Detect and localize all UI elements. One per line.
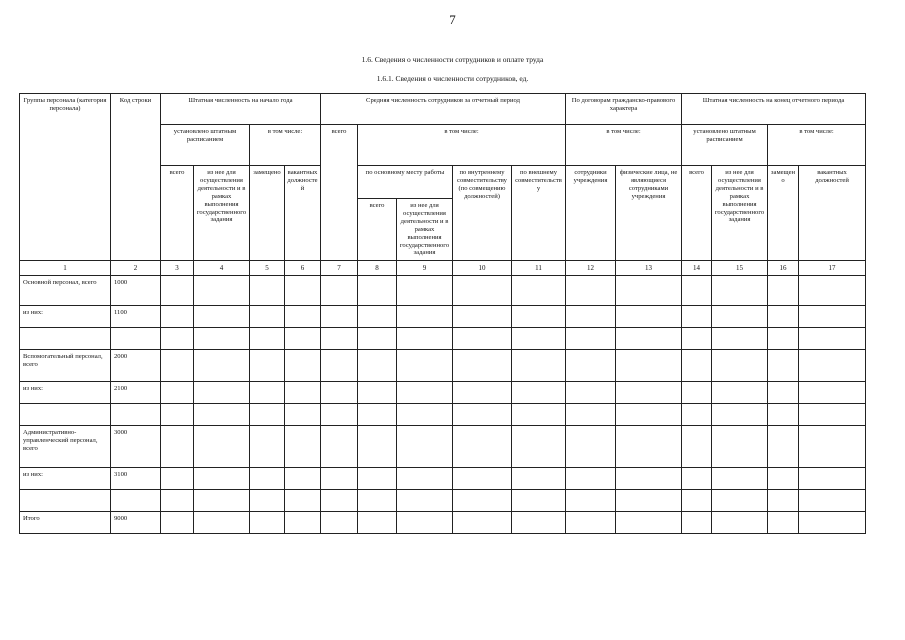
table-cell[interactable] [250,328,285,350]
table-cell[interactable] [453,512,512,534]
table-cell[interactable] [397,404,453,426]
table-cell[interactable] [358,350,397,382]
table-cell[interactable] [712,328,768,350]
table-cell[interactable] [194,512,250,534]
header-main-place: по основному месту работы [358,166,453,199]
table-cell[interactable] [285,276,321,306]
table-cell[interactable] [512,490,566,512]
row-label [20,490,111,512]
table-cell[interactable] [512,276,566,306]
header-start-state-task: из нее для осуществления деятельности и в рамках выполнения государственного задания [194,166,250,261]
table-cell[interactable] [682,276,712,306]
table-cell[interactable] [321,468,358,490]
table-cell[interactable] [712,404,768,426]
row-code [111,490,161,512]
table-cell[interactable] [712,350,768,382]
column-number: 5 [250,261,285,276]
table-cell[interactable] [616,404,682,426]
table-cell[interactable] [161,382,194,404]
header-end-filled: замещено [768,166,799,261]
header-established-end: установлено штатным расписанием [682,125,768,166]
column-number: 2 [111,261,161,276]
column-number: 10 [453,261,512,276]
table-row [20,382,866,404]
header-external: по внешнему совместительству [512,166,566,261]
header-civil-contracts: По договорам гражданско-правового характера [566,94,682,125]
table-cell[interactable] [161,468,194,490]
table-cell[interactable] [566,404,616,426]
column-number: 6 [285,261,321,276]
table-row [20,426,866,468]
table-cell[interactable] [768,490,799,512]
header-staff-end: Штатная численность на конец отчетного периода [682,94,866,125]
table-cell[interactable] [768,512,799,534]
table-cell[interactable] [397,328,453,350]
table-cell[interactable] [194,306,250,328]
table-cell[interactable] [285,382,321,404]
row-label: из них: [20,382,111,404]
table-cell[interactable] [682,350,712,382]
column-number: 13 [616,261,682,276]
table-cell[interactable] [682,512,712,534]
header-code: Код строки [111,94,161,261]
header-avg-including: в том числе: [358,125,566,166]
table-cell[interactable] [358,306,397,328]
table-cell[interactable] [250,382,285,404]
column-number: 8 [358,261,397,276]
header-established-start: установлено штатным расписанием [161,125,250,166]
table-cell[interactable] [712,490,768,512]
table-cell[interactable] [799,512,866,534]
table-row [20,490,866,512]
table-cell[interactable] [566,382,616,404]
table-cell[interactable] [285,350,321,382]
table-cell[interactable] [397,276,453,306]
table-cell[interactable] [566,468,616,490]
table-cell[interactable] [321,276,358,306]
header-civil-including: в том числе: [566,125,682,166]
row-code: 3100 [111,468,161,490]
table-cell[interactable] [768,426,799,468]
table-cell[interactable] [682,306,712,328]
table-cell[interactable] [194,382,250,404]
row-label [20,404,111,426]
table-row [20,276,866,306]
row-code [111,328,161,350]
table-cell[interactable] [566,490,616,512]
table-cell[interactable] [799,350,866,382]
table-cell[interactable] [512,512,566,534]
table-cell[interactable] [768,328,799,350]
header-end-state-task: из нее для осуществления деятельности и в рамках выполнения государственного задания [712,166,768,261]
section-title: 1.6. Сведения о численности сотрудников и оплате труда [361,55,544,64]
table-cell[interactable] [712,306,768,328]
table-cell[interactable] [194,490,250,512]
header-including-start: в том числе: [250,125,321,166]
table-cell[interactable] [194,350,250,382]
table-cell[interactable] [453,350,512,382]
table-cell[interactable] [285,404,321,426]
table-cell[interactable] [512,306,566,328]
column-numbers-row [20,261,866,276]
table-cell[interactable] [250,490,285,512]
column-number: 16 [768,261,799,276]
table-cell[interactable] [321,306,358,328]
table-cell[interactable] [453,306,512,328]
column-number: 3 [161,261,194,276]
row-label: из них: [20,468,111,490]
table-cell[interactable] [512,350,566,382]
header-start-total: всего [161,166,194,261]
table-cell[interactable] [768,468,799,490]
table-cell[interactable] [799,490,866,512]
table-cell[interactable] [682,426,712,468]
table-row [20,350,866,382]
table-cell[interactable] [616,468,682,490]
table-cell[interactable] [566,328,616,350]
table-cell[interactable] [768,382,799,404]
table-cell[interactable] [358,468,397,490]
table-cell[interactable] [397,306,453,328]
table-cell[interactable] [358,426,397,468]
table-cell[interactable] [799,276,866,306]
row-code: 3000 [111,426,161,468]
table-cell[interactable] [397,382,453,404]
column-number: 7 [321,261,358,276]
table-cell[interactable] [616,328,682,350]
table-cell[interactable] [453,490,512,512]
column-number: 14 [682,261,712,276]
header-end-total: всего [682,166,712,261]
table-cell[interactable] [512,468,566,490]
table-cell[interactable] [616,350,682,382]
table-row [20,404,866,426]
table-cell[interactable] [358,328,397,350]
table-cell[interactable] [161,426,194,468]
row-label: Итого [20,512,111,534]
table-cell[interactable] [616,512,682,534]
table-cell[interactable] [358,512,397,534]
page-number: 7 [449,12,456,27]
table-cell[interactable] [161,276,194,306]
table-cell[interactable] [194,404,250,426]
table-cell[interactable] [161,328,194,350]
table-cell[interactable] [397,350,453,382]
table-cell[interactable] [616,276,682,306]
table-cell[interactable] [358,382,397,404]
table-cell[interactable] [397,490,453,512]
column-number: 1 [20,261,111,276]
row-label: Административно-управленческий персонал, всего [20,426,111,468]
row-code: 2100 [111,382,161,404]
table-cell[interactable] [682,382,712,404]
table-cell[interactable] [712,512,768,534]
table-cell[interactable] [799,426,866,468]
header-start-vacant: вакантных должностей [285,166,321,261]
table-cell[interactable] [285,306,321,328]
table-cell[interactable] [616,382,682,404]
column-number: 17 [799,261,866,276]
table-cell[interactable] [161,306,194,328]
table-cell[interactable] [321,350,358,382]
header-staff-start: Штатная численность на начало года [161,94,321,125]
table-cell[interactable] [768,350,799,382]
table-cell[interactable] [512,404,566,426]
header-including-end: в том числе: [768,125,866,166]
table-cell[interactable] [161,490,194,512]
table-cell[interactable] [194,426,250,468]
table-cell[interactable] [250,426,285,468]
table-cell[interactable] [321,382,358,404]
table-cell[interactable] [799,468,866,490]
row-label: Основной персонал, всего [20,276,111,306]
table-cell[interactable] [682,490,712,512]
table-row [20,328,866,350]
table-cell[interactable] [250,468,285,490]
table-cell[interactable] [682,328,712,350]
row-label: Вспомогательный персонал, всего [20,350,111,382]
table-cell[interactable] [566,426,616,468]
row-label: из них: [20,306,111,328]
table-cell[interactable] [285,468,321,490]
table-cell[interactable] [512,382,566,404]
table-cell[interactable] [682,404,712,426]
table-cell[interactable] [799,382,866,404]
table-cell[interactable] [397,512,453,534]
table-cell[interactable] [712,468,768,490]
row-code: 1000 [111,276,161,306]
table-row [20,468,866,490]
header-individuals: физические лица, не являющиеся сотрудниками учреждения [616,166,682,261]
table-cell[interactable] [682,468,712,490]
table-cell[interactable] [566,276,616,306]
table-cell[interactable] [799,306,866,328]
table-cell[interactable] [161,404,194,426]
table-cell[interactable] [712,382,768,404]
table-cell[interactable] [250,276,285,306]
table-cell[interactable] [285,328,321,350]
table-cell[interactable] [321,328,358,350]
table-cell[interactable] [453,404,512,426]
header-main-total: всего [358,199,397,261]
table-cell[interactable] [358,490,397,512]
table-cell[interactable] [616,490,682,512]
header-internal: по внутреннему совместительству (по совмещению должностей) [453,166,512,261]
table-cell[interactable] [194,276,250,306]
table-cell[interactable] [321,404,358,426]
column-number: 4 [194,261,250,276]
table-cell[interactable] [768,306,799,328]
header-main-state-task: из нее для осуществления деятельности и в рамках выполнения государственного задания [397,199,453,261]
table-cell[interactable] [712,276,768,306]
table-cell[interactable] [799,404,866,426]
table-cell[interactable] [285,490,321,512]
row-code: 2000 [111,350,161,382]
table-cell[interactable] [453,426,512,468]
table-cell[interactable] [512,426,566,468]
row-code: 1100 [111,306,161,328]
table-cell[interactable] [285,426,321,468]
table-cell[interactable] [768,404,799,426]
table-cell[interactable] [768,276,799,306]
table-cell[interactable] [566,512,616,534]
subsection-title: 1.6.1. Сведения о численности сотрудников, ед. [376,74,529,83]
table-cell[interactable] [358,276,397,306]
table-cell[interactable] [453,328,512,350]
table-cell[interactable] [397,426,453,468]
table-cell[interactable] [453,468,512,490]
header-avg-staff: Средняя численность сотрудников за отчетный период [321,94,566,125]
table-cell[interactable] [321,426,358,468]
table-cell[interactable] [566,350,616,382]
table-cell[interactable] [616,426,682,468]
table-cell[interactable] [453,382,512,404]
staff-count-table [19,93,866,534]
column-number: 15 [712,261,768,276]
table-cell[interactable] [161,350,194,382]
table-cell[interactable] [321,490,358,512]
table-cell[interactable] [616,306,682,328]
table-cell[interactable] [194,468,250,490]
table-cell[interactable] [250,350,285,382]
table-cell[interactable] [285,512,321,534]
table-cell[interactable] [712,426,768,468]
column-number: 11 [512,261,566,276]
row-code [111,404,161,426]
table-cell[interactable] [799,328,866,350]
header-start-filled: замещено [250,166,285,261]
table-cell[interactable] [161,512,194,534]
table-cell[interactable] [250,512,285,534]
table-cell[interactable] [194,328,250,350]
header-group: Группы персонала (категория персонала) [20,94,111,261]
table-cell[interactable] [358,404,397,426]
header-avg-total: всего [321,125,358,261]
table-cell[interactable] [512,328,566,350]
column-number: 9 [397,261,453,276]
row-code: 9000 [111,512,161,534]
table-cell[interactable] [321,512,358,534]
table-cell[interactable] [453,276,512,306]
table-cell[interactable] [250,306,285,328]
row-label [20,328,111,350]
header-employees: сотрудники учреждения [566,166,616,261]
header-end-vacant: вакантных должностей [799,166,866,261]
table-cell[interactable] [250,404,285,426]
table-cell[interactable] [566,306,616,328]
table-cell[interactable] [397,468,453,490]
table-row [20,512,866,534]
column-number: 12 [566,261,616,276]
table-row [20,306,866,328]
